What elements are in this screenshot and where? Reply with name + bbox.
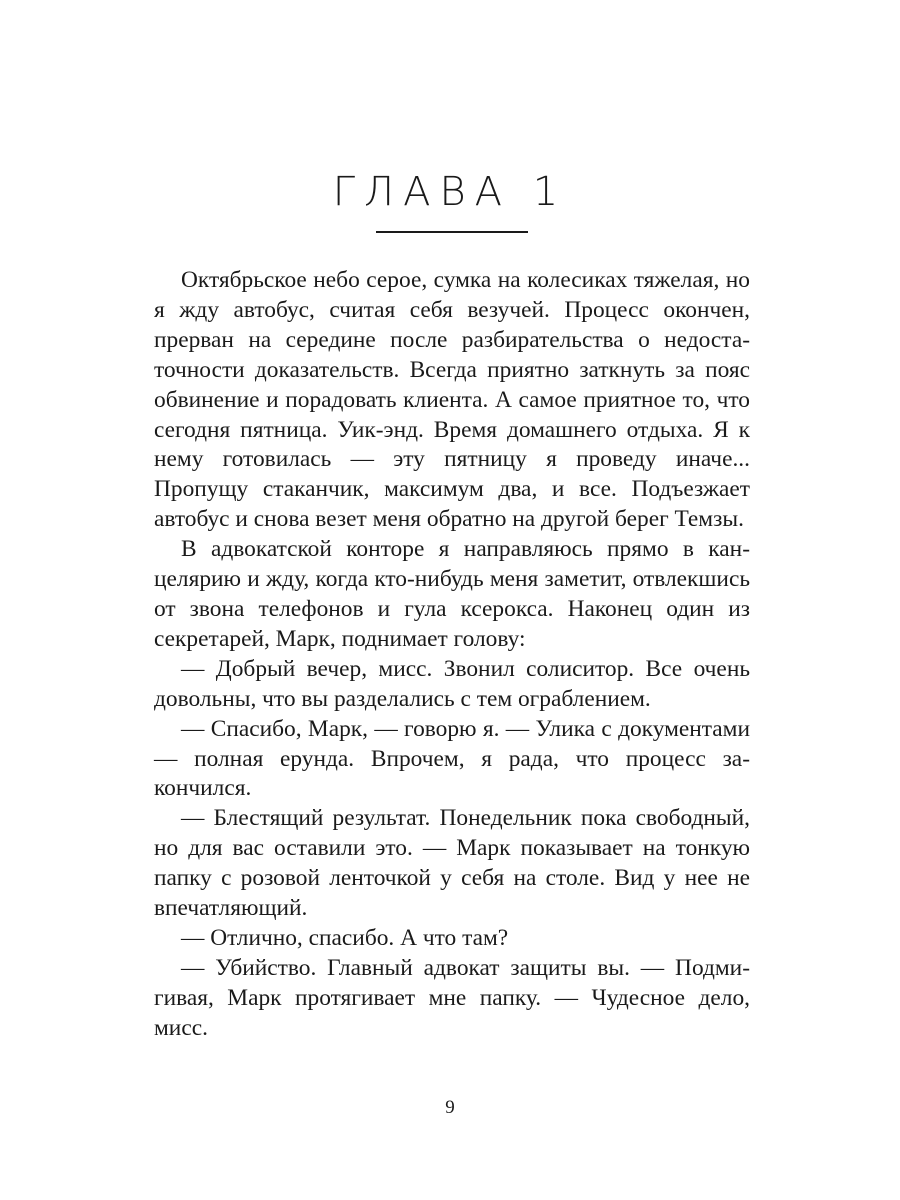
paragraph: Октябрьское небо серое, сумка на колесиках тяжелая, но я жду автобус, считая себя везучей. Процесс окончен, прерван на середине после разбирательства о недостаточности доказательств. Всегда приятно заткнуть за пояс обвинение и порадовать клиента. А самое приятное то, что сегодня пятница. Уик-энд. Время домашнего отдыха. Я к нему готовилась — эту пятницу я проведу иначе... Пропущу стаканчик, максимум два, и все. Подъезжает автобус и снова везет меня обратно на другой берег Темзы. [154,267,750,533]
paragraph: — Отлично, спасибо. А что там? [181,924,509,951]
paragraph: — Добрый вечер, мисс. Звонил солиситор. Все очень довольны, что вы разделались с тем ограблением. [154,655,750,712]
chapter-title: ГЛАВА 1 [332,169,568,215]
paragraph: — Блестящий результат. Понедельник пока свободный, но для вас оставили это. — Марк показывает на тонкую папку с розовой ленточкой у себя на столе. Вид у нее не впечатляющий. [154,805,750,922]
page-number: 9 [445,1097,455,1118]
title-underline [376,231,528,233]
chapter-body [154,266,750,1044]
paragraph: — Спасибо, Марк, — говорю я. — Улика с документами — полная ерунда. Впрочем, я рада, что процесс закончился. [154,715,750,802]
paragraph: В адвокатской конторе я направляюсь прямо в канцелярию и жду, когда кто-нибудь меня заметит, отвлекшись от звона телефонов и гула ксерокса. Наконец один из секретарей, Марк, поднимает голову: [154,536,750,652]
paragraph: — Убийство. Главный адвокат защиты вы. — Подмигивая, Марк протягивает мне папку. — Чудесное дело, мисс. [154,954,750,1041]
